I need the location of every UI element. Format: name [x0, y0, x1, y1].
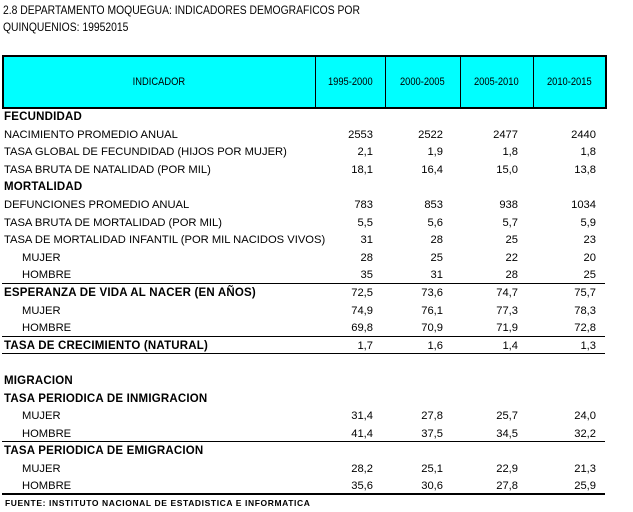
cell: 13,8: [574, 163, 596, 176]
section-row: [2, 372, 605, 390]
cell: 2553: [348, 128, 373, 141]
table-row: [2, 266, 605, 284]
cell: 21,3: [574, 462, 596, 475]
cell: 77,3: [496, 304, 518, 317]
cell: 28: [430, 234, 443, 247]
cell: 73,6: [421, 286, 443, 299]
row-label: TASA DE CRECIMIENTO (NATURAL): [4, 339, 209, 352]
cell: 25: [505, 234, 518, 247]
section-row: [2, 390, 605, 408]
cell: 31: [430, 269, 443, 282]
table-row: [2, 126, 605, 144]
row-label: HOMBRE: [22, 427, 72, 440]
row-label: TASA BRUTA DE NATALIDAD (POR MIL): [4, 163, 211, 176]
table-row: [2, 407, 605, 425]
cell: 35: [360, 269, 373, 282]
cell: 72,8: [574, 322, 596, 335]
table-row: [2, 231, 605, 249]
table-header: [2, 55, 607, 109]
cell: 25: [430, 251, 443, 264]
cell: 1,3: [580, 339, 596, 352]
cell: 32,2: [574, 427, 596, 440]
table-row: [2, 302, 605, 320]
row-label: FECUNDIDAD: [4, 111, 83, 123]
table-row: [2, 425, 605, 443]
cell: 938: [499, 198, 518, 211]
cell: 75,7: [574, 286, 596, 299]
cell: 2440: [571, 128, 596, 141]
cell: 25,9: [574, 480, 596, 493]
table-row: [2, 337, 605, 355]
cell: 1,4: [502, 339, 518, 352]
cell: 23: [583, 234, 596, 247]
cell: 2522: [418, 128, 443, 141]
cell: 1,8: [580, 146, 596, 159]
row-label: MUJER: [22, 410, 61, 423]
cell: 25: [583, 269, 596, 282]
table-row: [2, 460, 605, 478]
cell: 74,9: [351, 304, 373, 317]
cell: 28,2: [351, 462, 373, 475]
cell: 1034: [571, 198, 596, 211]
cell: 69,8: [351, 322, 373, 335]
table-row: [2, 196, 605, 214]
cell: 41,4: [351, 427, 373, 440]
cell: 853: [424, 198, 443, 211]
cell: 5,5: [357, 216, 373, 229]
cell: 31: [360, 234, 373, 247]
cell: 35,6: [351, 480, 373, 493]
header-period-2: 2000-2005: [385, 56, 460, 108]
cell: 20: [583, 251, 596, 264]
cell: 5,6: [427, 216, 443, 229]
cell: 1,9: [427, 146, 443, 159]
cell: 15,0: [496, 163, 518, 176]
cell: 783: [354, 198, 373, 211]
title-line-1: 2.8 DEPARTAMENTO MOQUEGUA: INDICADORES DEMOGRAFICOS POR: [3, 5, 360, 17]
row-label: TASA PERIODICA DE INMIGRACION: [4, 392, 208, 405]
row-label: MUJER: [22, 462, 61, 475]
header-indicator: INDICADOR: [3, 56, 315, 108]
table-row: [2, 284, 605, 302]
cell: 24,0: [574, 410, 596, 423]
header-period-1: 1995-2000: [315, 56, 385, 108]
cell: 1,7: [357, 339, 373, 352]
row-label: DEFUNCIONES PROMEDIO ANUAL: [4, 198, 190, 211]
cell: 5,7: [502, 216, 518, 229]
row-label: ESPERANZA DE VIDA AL NACER (EN AÑOS): [4, 286, 256, 299]
table-row: [2, 143, 605, 161]
cell: 78,3: [574, 304, 596, 317]
title-line-2: QUINQUENIOS: 19952015: [3, 22, 129, 34]
cell: 2477: [493, 128, 518, 141]
section-row: [2, 442, 605, 460]
row-label: HOMBRE: [22, 322, 72, 335]
table-row: [2, 319, 605, 337]
cell: 2,1: [357, 146, 373, 159]
cell: 72,5: [351, 286, 373, 299]
cell: 28: [505, 269, 518, 282]
table-title: [3, 3, 360, 37]
cell: 25,7: [496, 410, 518, 423]
cell: 76,1: [421, 304, 443, 317]
table-row: [2, 214, 605, 232]
blank-row: [2, 354, 605, 372]
row-label: TASA BRUTA DE MORTALIDAD (POR MIL): [4, 216, 222, 229]
header-period-4: 2010-2015: [533, 56, 606, 108]
cell: 27,8: [421, 410, 443, 423]
table-row: [2, 161, 605, 179]
cell: 71,9: [496, 322, 518, 335]
row-label: MUJER: [22, 251, 61, 264]
row-label: TASA PERIODICA DE EMIGRACION: [4, 445, 204, 458]
row-label: MUJER: [22, 304, 61, 317]
row-label: HOMBRE: [22, 480, 72, 493]
cell: 27,8: [496, 480, 518, 493]
header-period-3: 2005-2010: [460, 56, 533, 108]
row-label: TASA GLOBAL DE FECUNDIDAD (HIJOS POR MUJER): [4, 146, 287, 159]
cell: 16,4: [421, 163, 443, 176]
section-row: [2, 108, 605, 126]
table-row: [2, 249, 605, 267]
table-body: [2, 108, 605, 495]
cell: 34,5: [496, 427, 518, 440]
cell: 30,6: [421, 480, 443, 493]
cell: 70,9: [421, 322, 443, 335]
source-note: FUENTE: INSTITUTO NACIONAL DE ESTADISTICA E INFORMATICA: [5, 498, 311, 508]
table-row: [2, 477, 605, 495]
cell: 25,1: [421, 462, 443, 475]
cell: 22,9: [496, 462, 518, 475]
cell: 74,7: [496, 286, 518, 299]
cell: 22: [505, 251, 518, 264]
cell: 31,4: [351, 410, 373, 423]
row-label: MORTALIDAD: [4, 181, 83, 194]
row-label: HOMBRE: [22, 269, 72, 282]
row-label: NACIMIENTO PROMEDIO ANUAL: [4, 128, 178, 141]
cell: 37,5: [421, 427, 443, 440]
cell: 28: [360, 251, 373, 264]
section-row: [2, 178, 605, 196]
row-label: TASA DE MORTALIDAD INFANTIL (POR MIL NACIDOS VIVOS): [4, 234, 326, 247]
cell: 5,9: [580, 216, 596, 229]
row-label: MIGRACION: [4, 374, 73, 387]
cell: 18,1: [351, 163, 373, 176]
cell: 1,6: [427, 339, 443, 352]
cell: 1,8: [502, 146, 518, 159]
